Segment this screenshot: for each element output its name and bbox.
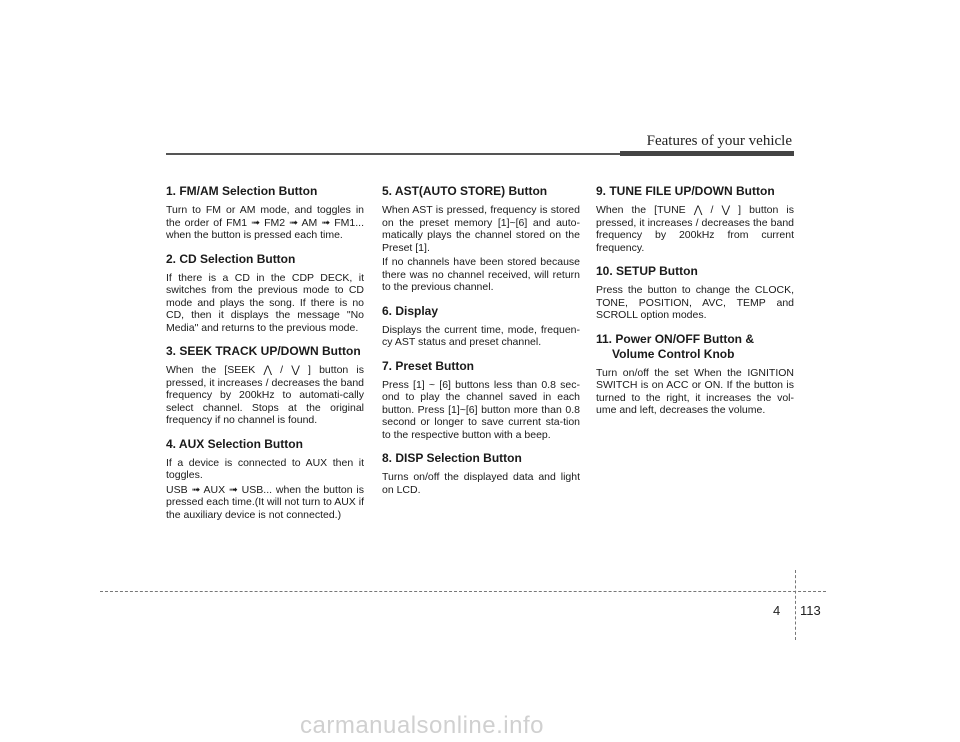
watermark: carmanualsonline.info xyxy=(300,712,544,739)
section-title: 1. FM/AM Selection Button xyxy=(166,184,318,198)
page-header-title: Features of your vehicle xyxy=(646,133,792,149)
section-title: 2. CD Selection Button xyxy=(166,251,296,266)
page-number: 113 xyxy=(800,603,821,618)
section-text: When AST is pressed, frequency is stored on the preset memory [1]~[6] and auto-matically plays the channel stored on the Preset [1]. xyxy=(382,204,580,254)
section-setup xyxy=(596,264,794,322)
section-title: 8. DISP Selection Button xyxy=(382,451,522,465)
section-display xyxy=(382,304,580,349)
section-title: 3. SEEK TRACK UP/DOWN Button xyxy=(166,344,361,358)
section-text: When the [TUNE ⋀ / ⋁ ] button is pressed, it increases / decreases the band frequency by 200kHz from current frequency. xyxy=(596,204,794,254)
section-text: Press [1] ~ [6] buttons less than 0.8 sec-ond to play the channel saved in each button. Press [1]~[6] button more than 0.8 second or longer to save current sta-tion to the respective button with a beep. xyxy=(382,378,580,441)
section-title: 4. AUX Selection Button xyxy=(166,436,303,451)
section-power-volume xyxy=(596,332,794,417)
section-ast xyxy=(382,184,580,294)
section-aux xyxy=(166,437,364,522)
section-text: Press the button to change the CLOCK, TONE, POSITION, AVC, TEMP and SCROLL option modes. xyxy=(596,284,794,321)
footer-rule xyxy=(100,591,826,592)
section-text: When the [SEEK ⋀ / ⋁ ] button is pressed, it increases / decreases the band frequency by 200kHz to automati-cally select channel. Stops at the original frequency if no channel is found. xyxy=(166,364,364,426)
column-1 xyxy=(166,184,364,531)
footer-divider xyxy=(795,570,796,640)
section-disp xyxy=(382,451,580,496)
section-seek-track xyxy=(166,344,364,427)
section-text: USB ➟ AUX ➟ USB... when the button is pressed each time.(It will not turn to AUX if the auxiliary device is not connected.) xyxy=(166,483,364,521)
chapter-number: 4 xyxy=(773,603,781,618)
header-rule-accent xyxy=(620,151,794,156)
section-text: If a device is connected to AUX then it toggles. xyxy=(166,456,364,481)
column-2 xyxy=(382,184,580,506)
column-3 xyxy=(596,184,794,427)
section-text: Turn on/off the set When the IGNITION SWITCH is on ACC or ON. If the button is turned to the right, it increases the vol-ume and left, decreases the volume. xyxy=(596,366,794,416)
section-title: 7. Preset Button xyxy=(382,358,475,373)
section-text: Turns on/off the displayed data and light on LCD. xyxy=(382,471,580,496)
section-title: 9. TUNE FILE UP/DOWN Button xyxy=(596,184,775,198)
section-text: If there is a CD in the CDP DECK, it switches from the previous mode to CD mode and plays the song. If there is no CD, then it displays the message "No Media" and returns to the previous mode. xyxy=(166,271,364,334)
section-fm-am xyxy=(166,184,364,242)
section-title: 6. Display xyxy=(382,303,439,318)
section-title: 11. Power ON/OFF Button & Volume Control Knob xyxy=(596,331,755,361)
section-title: 5. AST(AUTO STORE) Button xyxy=(382,184,548,198)
section-text: Turn to FM or AM mode, and toggles in the order of FM1 ➟ FM2 ➟ AM ➟ FM1... when the button is pressed each time. xyxy=(166,204,364,241)
section-tune-file xyxy=(596,184,794,254)
section-text: If no channels have been stored because there was no channel received, will return to the previous channel. xyxy=(382,256,580,293)
section-preset xyxy=(382,359,580,442)
section-text: Displays the current time, mode, frequen-cy AST status and preset channel. xyxy=(382,323,580,348)
section-title: 10. SETUP Button xyxy=(596,264,698,278)
section-cd xyxy=(166,252,364,335)
